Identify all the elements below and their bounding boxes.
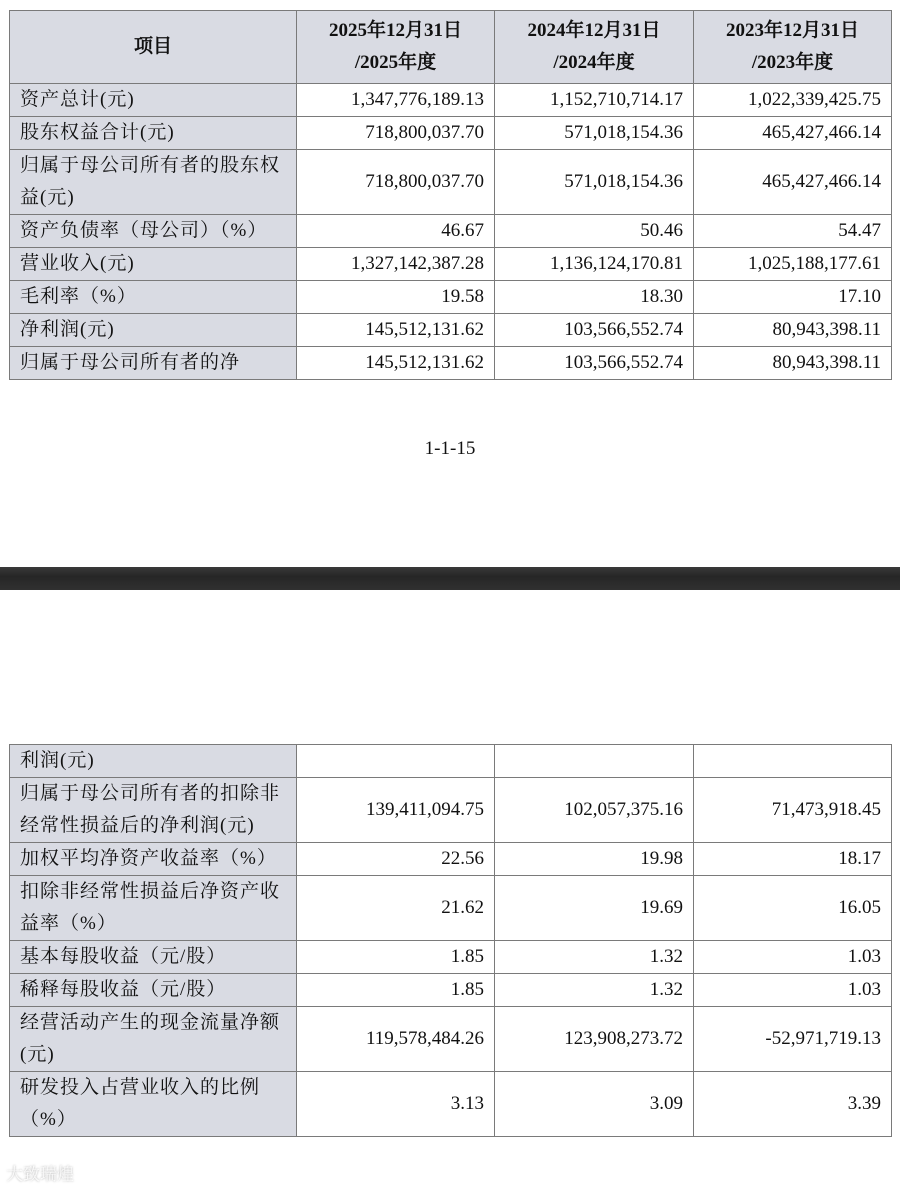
page-number: 1-1-15	[424, 438, 476, 459]
value-cell: 80,943,398.11	[694, 347, 892, 380]
value-cell: 1.32	[495, 974, 694, 1007]
value-cell: 1,025,188,177.61	[694, 248, 892, 281]
value-cell: 1.03	[694, 941, 892, 974]
value-cell: 3.09	[495, 1072, 694, 1137]
page-divider	[0, 567, 900, 590]
table-row	[10, 876, 892, 941]
value-cell	[694, 745, 892, 778]
value-cell: 1,152,710,714.17	[495, 84, 694, 117]
value-cell: 50.46	[495, 215, 694, 248]
table-row	[10, 347, 892, 380]
header-2024: 2024年12月31日 /2024年度	[495, 11, 694, 84]
value-cell: 18.30	[495, 281, 694, 314]
table-row	[10, 117, 892, 150]
value-cell: 17.10	[694, 281, 892, 314]
value-cell: 1.85	[297, 941, 495, 974]
header-2023: 2023年12月31日 /2023年度	[694, 11, 892, 84]
row-label: 净利润(元)	[10, 314, 297, 347]
table-row	[10, 745, 892, 778]
value-cell: 465,427,466.14	[694, 117, 892, 150]
row-label: 扣除非经常性损益后净资产收益率（%）	[10, 876, 297, 941]
value-cell: 103,566,552.74	[495, 314, 694, 347]
value-cell	[495, 745, 694, 778]
value-cell: 145,512,131.62	[297, 347, 495, 380]
value-cell: -52,971,719.13	[694, 1007, 892, 1072]
table-row	[10, 84, 892, 117]
value-cell: 71,473,918.45	[694, 778, 892, 843]
value-cell: 19.58	[297, 281, 495, 314]
value-cell: 1,327,142,387.28	[297, 248, 495, 281]
value-cell: 46.67	[297, 215, 495, 248]
financial-table-top	[9, 10, 892, 380]
row-label: 经营活动产生的现金流量净额(元)	[10, 1007, 297, 1072]
value-cell: 102,057,375.16	[495, 778, 694, 843]
value-cell: 1,022,339,425.75	[694, 84, 892, 117]
table-row	[10, 843, 892, 876]
value-cell: 21.62	[297, 876, 495, 941]
table-row	[10, 1072, 892, 1137]
table-row	[10, 215, 892, 248]
value-cell: 80,943,398.11	[694, 314, 892, 347]
table-row	[10, 1007, 892, 1072]
row-label: 资产总计(元)	[10, 84, 297, 117]
value-cell: 571,018,154.36	[495, 117, 694, 150]
value-cell: 3.39	[694, 1072, 892, 1137]
value-cell: 22.56	[297, 843, 495, 876]
value-cell: 1.32	[495, 941, 694, 974]
table-row	[10, 941, 892, 974]
value-cell: 145,512,131.62	[297, 314, 495, 347]
watermark: 大致瑞煌	[6, 1165, 74, 1185]
value-cell: 1.85	[297, 974, 495, 1007]
value-cell: 19.69	[495, 876, 694, 941]
row-label: 归属于母公司所有者的净	[10, 347, 297, 380]
table-row	[10, 248, 892, 281]
value-cell: 1,347,776,189.13	[297, 84, 495, 117]
header-item: 项目	[10, 11, 297, 84]
value-cell: 18.17	[694, 843, 892, 876]
value-cell: 465,427,466.14	[694, 150, 892, 215]
value-cell: 1,136,124,170.81	[495, 248, 694, 281]
row-label: 稀释每股收益（元/股）	[10, 974, 297, 1007]
value-cell: 16.05	[694, 876, 892, 941]
table-row	[10, 314, 892, 347]
value-cell: 123,908,273.72	[495, 1007, 694, 1072]
row-label: 基本每股收益（元/股）	[10, 941, 297, 974]
row-label: 营业收入(元)	[10, 248, 297, 281]
row-label: 归属于母公司所有者的股东权益(元)	[10, 150, 297, 215]
value-cell: 119,578,484.26	[297, 1007, 495, 1072]
table-row	[10, 150, 892, 215]
value-cell: 103,566,552.74	[495, 347, 694, 380]
value-cell: 19.98	[495, 843, 694, 876]
header-2025: 2025年12月31日 /2025年度	[297, 11, 495, 84]
value-cell: 571,018,154.36	[495, 150, 694, 215]
row-label: 资产负债率（母公司）（%）	[10, 215, 297, 248]
value-cell: 1.03	[694, 974, 892, 1007]
table-row	[10, 974, 892, 1007]
value-cell: 718,800,037.70	[297, 150, 495, 215]
value-cell	[297, 745, 495, 778]
financial-table-bottom	[9, 744, 892, 1137]
row-label: 股东权益合计(元)	[10, 117, 297, 150]
value-cell: 3.13	[297, 1072, 495, 1137]
value-cell: 54.47	[694, 215, 892, 248]
row-label: 研发投入占营业收入的比例（%）	[10, 1072, 297, 1137]
table-row	[10, 281, 892, 314]
table-header-row	[10, 11, 892, 84]
table-row	[10, 778, 892, 843]
value-cell: 139,411,094.75	[297, 778, 495, 843]
row-label: 利润(元)	[10, 745, 297, 778]
row-label: 加权平均净资产收益率（%）	[10, 843, 297, 876]
value-cell: 718,800,037.70	[297, 117, 495, 150]
row-label: 毛利率（%）	[10, 281, 297, 314]
row-label: 归属于母公司所有者的扣除非经常性损益后的净利润(元)	[10, 778, 297, 843]
